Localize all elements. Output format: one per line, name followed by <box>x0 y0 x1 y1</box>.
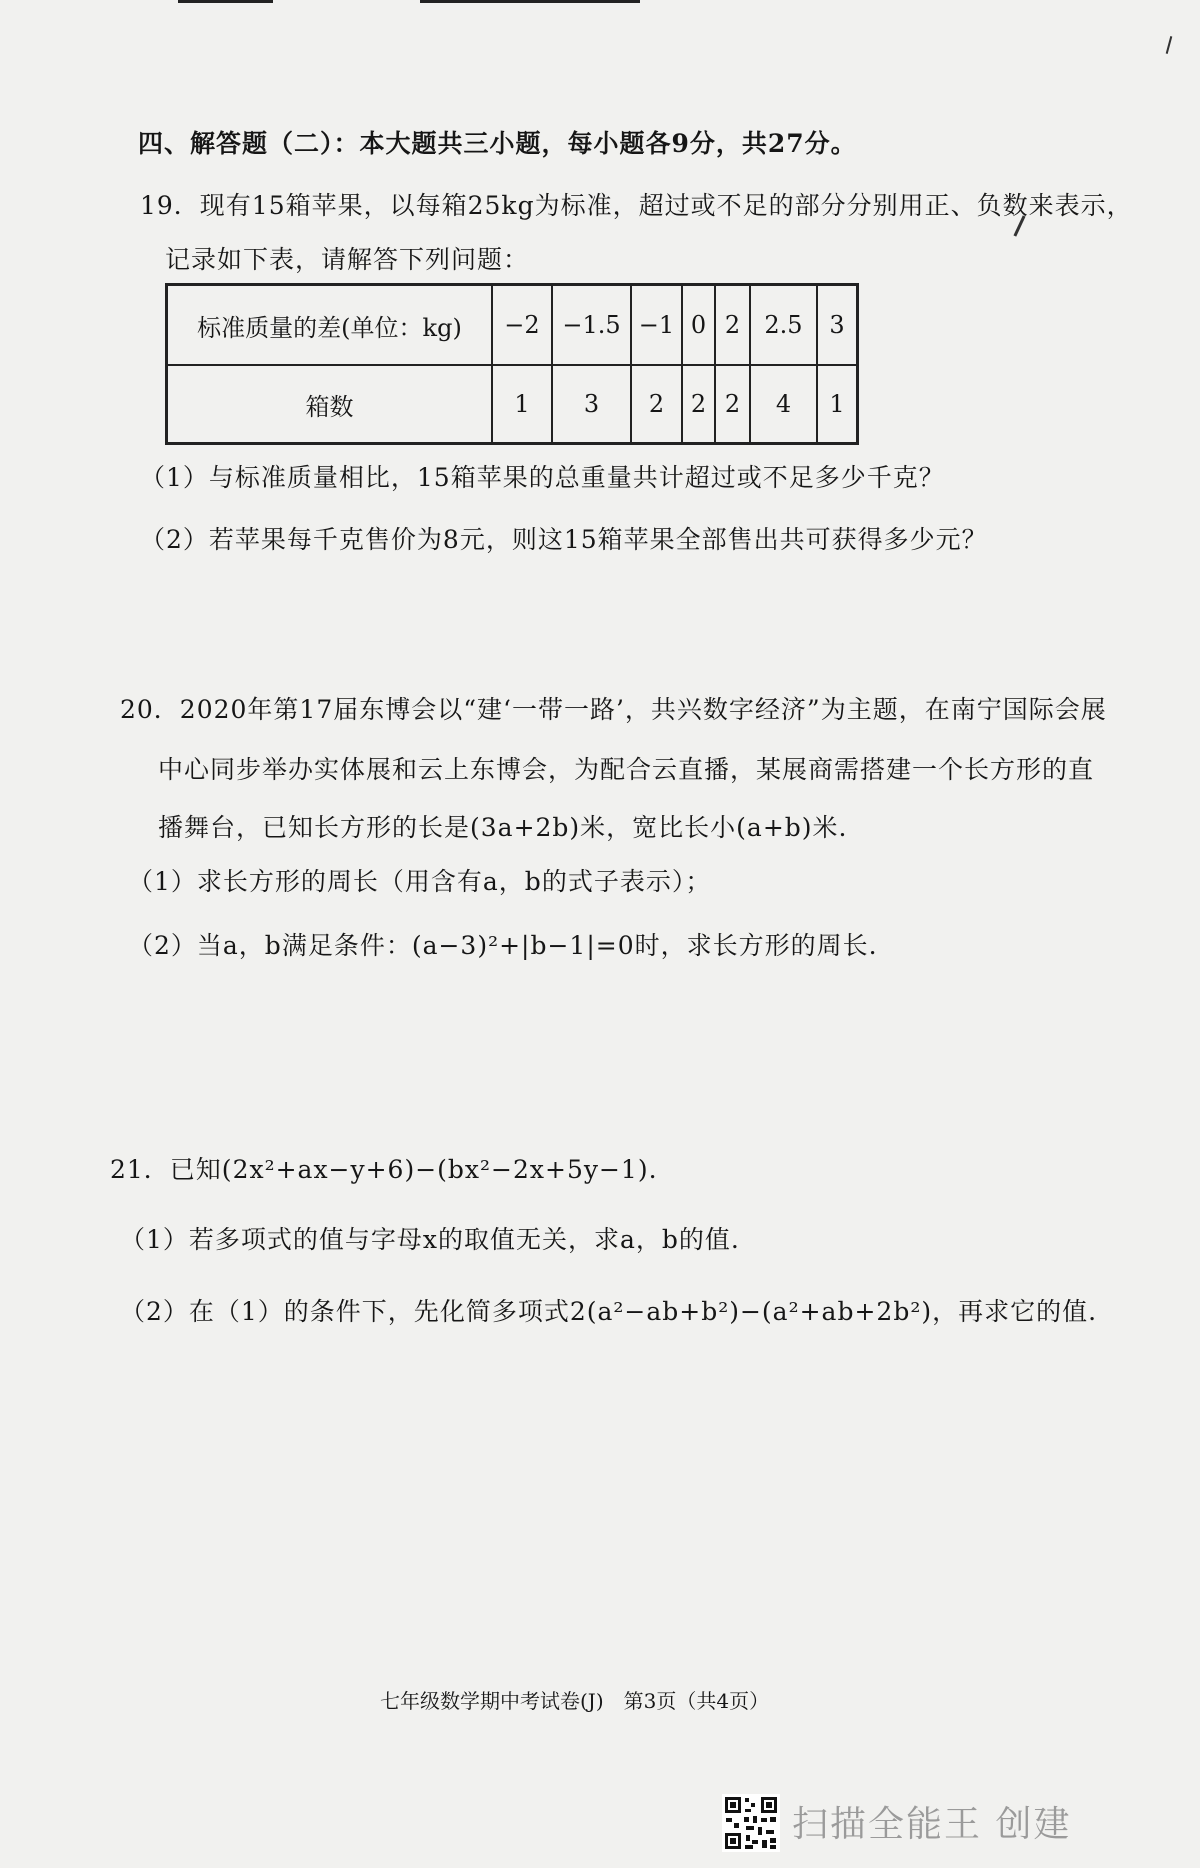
q21-sub-2: （2）在（1）的条件下，先化简多项式2(a²−ab+b²)−(a²+ab+2b²)，再求它的值. <box>120 1297 1098 1326</box>
q19-line-2: 记录如下表，请解答下列问题： <box>165 245 530 274</box>
apple-weight-table <box>165 283 859 445</box>
pen-mark <box>1166 36 1173 54</box>
q21-sub-1: （1）若多项式的值与字母x的取值无关，求a，b的值. <box>120 1225 740 1254</box>
table-cell: −1 <box>631 285 682 366</box>
q21-line-1: 21．已知(2x²+ax−y+6)−(bx²−2x+5y−1). <box>110 1155 658 1184</box>
page-footer: 七年级数学期中考试卷(J) 第3页（共4页） <box>380 1689 770 1713</box>
table-cell: 0 <box>682 285 715 366</box>
table-cell: 2 <box>631 365 682 444</box>
table-cell: −2 <box>492 285 552 366</box>
table-cell: 1 <box>817 365 858 444</box>
q20-line-2: 中心同步举办实体展和云上东博会，为配合云直播，某展商需搭建一个长方形的直 <box>158 755 1095 784</box>
q19-sub-2: （2）若苹果每千克售价为8元，则这15箱苹果全部售出共可获得多少元？ <box>140 525 988 554</box>
table-header-cell: 箱数 <box>167 365 493 444</box>
table-cell: 3 <box>817 285 858 366</box>
section-title: 四、解答题（二）：本大题共三小题，每小题各9分，共27分。 <box>138 129 857 158</box>
table-cell: 2 <box>682 365 715 444</box>
q20-line-3: 播舞台，已知长方形的长是(3a+2b)米，宽比长小(a+b)米. <box>158 813 848 842</box>
table-cell: 1 <box>492 365 552 444</box>
table-header-cell: 标准质量的差(单位：kg) <box>167 285 493 366</box>
q19-sub-1: （1）与标准质量相比，15箱苹果的总重量共计超过或不足多少千克？ <box>140 463 945 492</box>
table-row <box>167 285 858 366</box>
table-row <box>167 365 858 444</box>
table-cell: 3 <box>552 365 631 444</box>
qr-code-icon <box>722 1794 780 1852</box>
q20-sub-2: （2）当a，b满足条件：(a−3)²+|b−1|=0时，求长方形的周长. <box>128 931 878 960</box>
q19-line-1: 19．现有15箱苹果，以每箱25kg为标准，超过或不足的部分分别用正、负数来表示， <box>140 191 1133 220</box>
q20-line-1: 20．2020年第17届东博会以“建‘一带一路’，共兴数字经济”为主题，在南宁国际会展 <box>120 695 1107 724</box>
table-cell: 2.5 <box>750 285 817 366</box>
table-cell: 2 <box>715 365 750 444</box>
table-cell: 2 <box>715 285 750 366</box>
table-cell: 4 <box>750 365 817 444</box>
q20-sub-1: （1）求长方形的周长（用含有a，b的式子表示）； <box>128 867 712 896</box>
top-edge-line <box>178 0 273 3</box>
table-cell: −1.5 <box>552 285 631 366</box>
scanner-watermark: 扫描全能王 创建 <box>792 1804 1072 1845</box>
top-edge-line <box>420 0 640 3</box>
